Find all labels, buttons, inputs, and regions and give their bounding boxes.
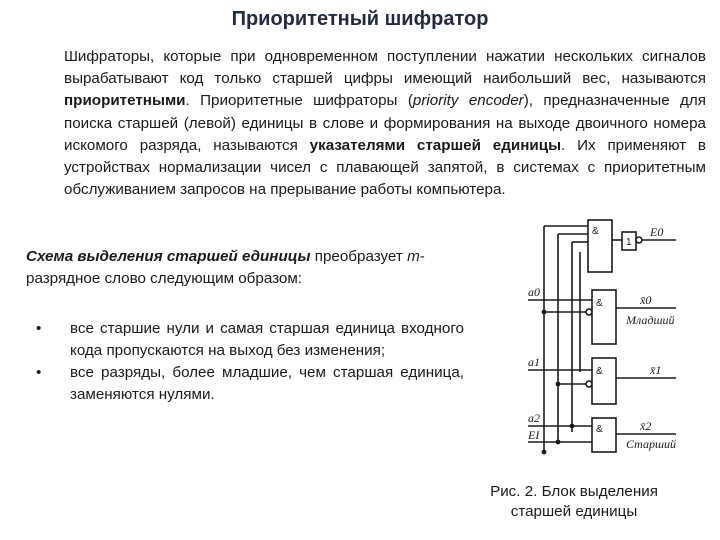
junction-dot — [542, 310, 547, 315]
bullet-text: все разряды, более младшие, чем старшая единица, заменяются нулями. — [70, 364, 464, 403]
junction-dot — [570, 424, 575, 429]
bullet-text: все старшие нули и самая старшая единица входного кода пропускаются на выход без изменения; — [70, 320, 464, 359]
intro-text-4: . Их применяют в устройствах нормализации чисел с плавающей запятой, в системах с приоритетным обслуживанием запросов на прерывание работы компьютера. — [64, 136, 707, 199]
scheme-text-2: -разрядное слово следующим образом: — [26, 248, 425, 287]
list-item — [36, 318, 464, 362]
senior-label: Старший — [626, 437, 677, 451]
and-gate-symbol: & — [592, 226, 599, 237]
x2-label: x̄2 — [640, 419, 652, 433]
junction-dot — [542, 450, 547, 455]
scheme-term: Схема выделения старшей единицы — [26, 248, 311, 265]
intro-text-3: ), предназначенные для поиска старшей (левой) единицы в слове и формирования на выходе двоичного номера искомого разряда, называются — [64, 92, 706, 154]
a1-label: a1 — [528, 355, 540, 369]
page-title: Приоритетный шифратор — [231, 8, 489, 30]
caption-line: Рис. 2. Блок выделения — [490, 483, 658, 500]
figure-caption — [452, 482, 696, 522]
inversion-bubble — [586, 381, 592, 387]
junior-label: Младший — [626, 313, 675, 327]
scheme-paragraph — [26, 246, 481, 290]
list-item — [36, 362, 464, 406]
and-gate-symbol: & — [596, 298, 603, 309]
x0-label: x̄0 — [640, 293, 652, 307]
bullet-marker: • — [36, 320, 42, 337]
scheme-var: m — [407, 248, 420, 265]
ei-label: EI — [528, 428, 540, 442]
and-gate-symbol: & — [596, 424, 603, 435]
a0-label: a0 — [528, 285, 540, 299]
intro-text-2: . Приоритетные шифраторы ( — [185, 92, 413, 110]
term-english: priority encoder — [412, 92, 524, 110]
term-pointer: указателями старшей единицы — [309, 136, 562, 154]
circuit-diagram — [500, 212, 696, 472]
term-priority: приоритетными — [64, 92, 186, 110]
bullet-marker: • — [36, 364, 42, 381]
intro-paragraph — [64, 46, 706, 201]
intro-text-1: Шифраторы, которые при одновременном поступлении нажатии нескольких сигналов вырабатывают код только старшей цифры имеющий наибольший вес, называются — [64, 48, 706, 88]
junction-dot — [556, 382, 561, 387]
scheme-text-1: преобразует — [310, 248, 408, 265]
inversion-bubble — [586, 309, 592, 315]
and-gate-2 — [592, 358, 616, 404]
junction-dot — [556, 440, 561, 445]
eo-label: E0 — [650, 225, 664, 239]
inversion-bubble — [636, 237, 642, 243]
inverter-symbol: 1 — [626, 237, 632, 248]
x1-label: x̄1 — [650, 363, 662, 377]
caption-line: старшей единицы — [510, 503, 638, 520]
bullet-list — [36, 318, 464, 406]
and-gate-symbol: & — [596, 366, 603, 377]
a2-label: a2 — [528, 411, 540, 425]
